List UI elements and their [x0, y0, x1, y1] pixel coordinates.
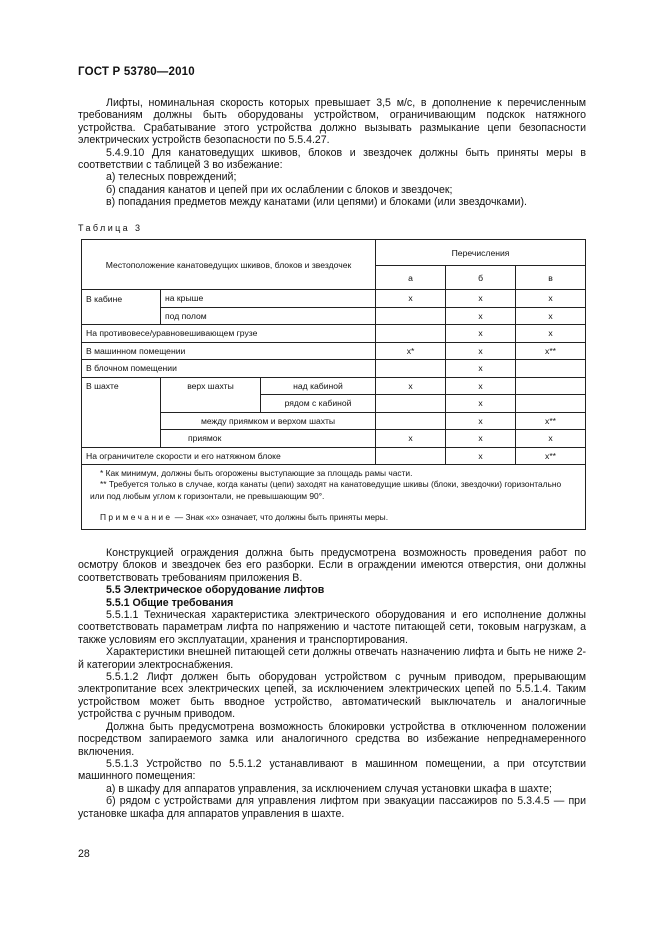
- subsection-heading: 5.5.1 Общие требования: [106, 596, 234, 609]
- cell-a: x: [376, 290, 446, 308]
- cell-a: [376, 360, 446, 378]
- paragraph: Должна быть предусмотрена возможность блокировки устройства в отключенном положении посредством запираемого замка или аналогичного средства во избежание непреднамеренного включения.: [78, 720, 586, 758]
- paragraph: 5.4.9.10 Для канатоведущих шкивов, блоков и звездочек должны быть приняты меры в соответствии с таблицей 3 во избежание:: [78, 146, 586, 172]
- cell-sublocation: на крыше: [161, 290, 376, 308]
- header-enumerations: Перечисления: [376, 240, 586, 266]
- cell-a: [376, 307, 446, 325]
- remark-text: — Знак «x» означает, что должны быть приняты меры.: [172, 512, 389, 523]
- paragraph: Конструкцией ограждения должна быть предусмотрена возможность проведения работ по осмотру блоков и звездочек без его разборки. Если в ограждении имеются отверстия, они должны соответствовать требованиям приложения В.: [78, 547, 586, 584]
- top-text-block: [78, 97, 586, 209]
- footnote: ** Требуется только в случае, когда канаты (цепи) заходят на канатоведущие шкивы (блоки, звездочки) горизонтально или под любым углом к горизонтали, не превышающим 90°.: [90, 479, 562, 501]
- document-header: ГОСТ Р 53780—2010: [78, 66, 195, 78]
- col-header-c: в: [516, 266, 586, 290]
- cell-c: x**: [516, 342, 586, 360]
- cell-sublocation: верх шахты: [161, 377, 261, 395]
- cell-location: В шахте: [82, 377, 161, 395]
- cell-position: рядом с кабиной: [261, 395, 376, 413]
- cell-sublocation: приямок: [161, 430, 376, 448]
- cell-sublocation: между приямком и верхом шахты: [161, 412, 376, 430]
- footnote: * Как минимум, должны быть огорожены выступающие за площадь рамы части.: [100, 468, 413, 478]
- bottom-text-block: [78, 547, 586, 820]
- table-3: [81, 239, 586, 530]
- cell-position: над кабиной: [261, 377, 376, 395]
- paragraph: 5.5.1.2 Лифт должен быть оборудован устройством с ручным приводом, прерывающим электропитание всех электрических цепей, за исключением электрических цепей по 5.5.1.4. Таким устройством может быть вводное устройство, автоматический выключатель и аналогичные устройства с ручным приводом.: [78, 671, 586, 721]
- cell-a: x*: [376, 342, 446, 360]
- list-item: а) телесных повреждений;: [106, 171, 237, 184]
- cell-a: [376, 395, 446, 413]
- cell-b: x: [446, 360, 516, 378]
- cell-b: x: [446, 430, 516, 448]
- table-row: [82, 307, 586, 325]
- cell-c: x: [516, 307, 586, 325]
- cell-a: [376, 325, 446, 343]
- cell-b: x: [446, 377, 516, 395]
- paragraph: 5.5.1.3 Устройство по 5.5.1.2 устанавливают в машинном помещении, а при отсутствии машинного помещения:: [78, 757, 586, 783]
- table-row: [82, 447, 586, 465]
- cell-c: [516, 395, 586, 413]
- cell-sublocation: [161, 395, 261, 413]
- table-row: [82, 395, 586, 413]
- table-row: [82, 360, 586, 378]
- cell-location: На ограничителе скорости и его натяжном блоке: [82, 447, 376, 465]
- cell-b: x: [446, 412, 516, 430]
- cell-location: [82, 430, 161, 448]
- cell-b: x: [446, 325, 516, 343]
- cell-a: x: [376, 430, 446, 448]
- cell-b: x: [446, 290, 516, 308]
- cell-b: x: [446, 447, 516, 465]
- cell-location: [82, 395, 161, 413]
- list-item: а) в шкафу для аппаратов управления, за исключением случая установки шкафа в шахте;: [106, 782, 552, 795]
- cell-c: [516, 360, 586, 378]
- cell-location: [82, 307, 161, 325]
- cell-location: В кабине: [82, 290, 161, 308]
- header-location: Местоположение канатоведущих шкивов, блоков и звездочек: [82, 240, 376, 290]
- cell-sublocation: под полом: [161, 307, 376, 325]
- cell-b: x: [446, 342, 516, 360]
- list-item: в) попадания предметов между канатами (или цепями) и блоками (или звездочками).: [106, 196, 527, 209]
- table-notes: [82, 465, 586, 530]
- cell-location: На противовесе/уравновешивающем грузе: [82, 325, 376, 343]
- cell-c: x: [516, 290, 586, 308]
- paragraph: Лифты, номинальная скорость которых превышает 3,5 м/с, в дополнение к перечисленным требованиям должны быть оборудованы устройством, ограничивающим подскок натяжного устройства. Срабатывание этого устройства должно вызывать размыкание цепи безопасности электрических устройств безопасности по 5.5.4.27.: [78, 97, 586, 147]
- col-header-a: а: [376, 266, 446, 290]
- cell-b: x: [446, 395, 516, 413]
- table-remark: [90, 512, 577, 523]
- table-row: [82, 377, 586, 395]
- paragraph: Характеристики внешней питающей сети должны отвечать назначению лифта и быть не ниже 2-й категории электроснабжения.: [78, 646, 586, 671]
- remark-label: Примечание: [100, 512, 173, 523]
- cell-a: [376, 447, 446, 465]
- cell-location: В блочном помещении: [82, 360, 376, 378]
- section-heading: 5.5 Электрическое оборудование лифтов: [106, 584, 325, 597]
- page-number: 28: [78, 848, 90, 860]
- cell-c: x: [516, 430, 586, 448]
- col-header-b: б: [446, 266, 516, 290]
- table-row: [82, 290, 586, 308]
- table-row: [82, 325, 586, 343]
- cell-location: [82, 412, 161, 430]
- cell-location: В машинном помещении: [82, 342, 376, 360]
- list-item: б) спадания канатов и цепей при их ослаблении с блоков и звездочек;: [106, 183, 453, 196]
- table-caption: Таблица 3: [78, 223, 143, 233]
- table-row: [82, 342, 586, 360]
- paragraph: 5.5.1.1 Техническая характеристика электрического оборудования и его исполнение должны соответствовать параметрам лифта по напряжению и частоте питающей сети, токовым нагрузкам, а также условиям его эксплуатации, хранения и транспортирования.: [78, 609, 586, 646]
- cell-b: x: [446, 307, 516, 325]
- cell-a: [376, 412, 446, 430]
- cell-c: x: [516, 325, 586, 343]
- list-item: б) рядом с устройствами для управления лифтом при эвакуации пассажиров по 5.3.4.5 — при установке шкафа для аппаратов управления в шахте.: [78, 795, 586, 820]
- cell-c: [516, 377, 586, 395]
- cell-c: x**: [516, 447, 586, 465]
- table-row: [82, 430, 586, 448]
- cell-a: x: [376, 377, 446, 395]
- table-row: [82, 412, 586, 430]
- cell-c: x**: [516, 412, 586, 430]
